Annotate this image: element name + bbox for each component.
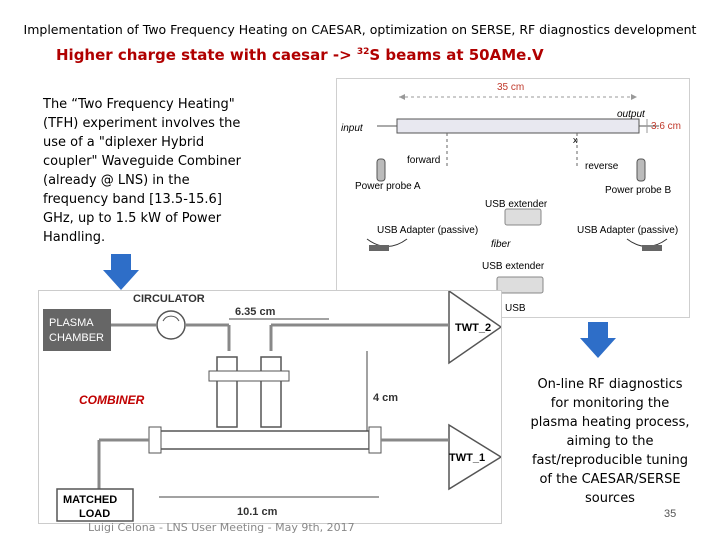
svg-text:10.1 cm: 10.1 cm (237, 506, 278, 518)
svg-text:USB: USB (505, 303, 526, 314)
page-number: 35 (664, 508, 677, 520)
svg-text:x: x (573, 135, 578, 145)
svg-text:4 cm: 4 cm (373, 392, 399, 404)
power-probe-b (637, 159, 645, 181)
svg-text:CHAMBER: CHAMBER (49, 332, 105, 344)
svg-text:TWT_1: TWT_1 (449, 452, 486, 464)
svg-text:LOAD: LOAD (79, 508, 111, 520)
svg-text:Power probe A: Power probe A (355, 181, 421, 192)
usb-extender-1 (505, 209, 541, 225)
rf-diagnostics-description: On-line RF diagnostics for monitoring the plasma heating process, aiming to the fast/reproducible tuning of the CAESAR/SERSE sources (530, 377, 690, 506)
footer-text: Luigi Celona - LNS User Meeting - May 9th, 2017 (88, 521, 355, 534)
combiner-body (159, 431, 369, 449)
combiner-diagram (38, 290, 502, 524)
svg-text:TWT_2: TWT_2 (455, 322, 492, 334)
svg-text:fiber: fiber (491, 239, 511, 250)
svg-text:USB extender: USB extender (482, 261, 545, 272)
svg-text:output: output (617, 109, 645, 120)
svg-text:6.35 cm: 6.35 cm (235, 306, 276, 318)
rf-diagnostics-schematic (336, 78, 690, 318)
plasma-chamber-box (43, 309, 111, 351)
svg-text:USB Adapter (passive): USB Adapter (passive) (577, 225, 679, 236)
svg-text:USB Adapter (passive): USB Adapter (passive) (377, 225, 479, 236)
down-arrow-left-icon (103, 254, 139, 290)
dim-35cm: 35 cm (497, 82, 525, 93)
svg-text:USB extender: USB extender (485, 199, 548, 210)
tfh-description: The “Two Frequency Heating" (TFH) experiment involves the use of a "diplexer Hybrid coupler" Waveguide Combiner (already @ LNS) in the frequency band [13.5-15.6] GHz, up to 1.5 kW of Power Handling. (43, 97, 241, 245)
svg-text:PLASMA: PLASMA (49, 317, 94, 329)
power-probe-a (377, 159, 385, 181)
svg-text:MATCHED: MATCHED (63, 494, 118, 506)
svg-text:Power probe B: Power probe B (605, 185, 672, 196)
svg-text:CIRCULATOR: CIRCULATOR (133, 293, 205, 305)
svg-text:forward: forward (407, 155, 441, 166)
svg-text:reverse: reverse (585, 161, 619, 172)
combiner-label: COMBINER (79, 393, 145, 407)
slide-subtitle: Higher charge state with caesar -> $^{32}$S beams at 50AMe.V (56, 46, 544, 64)
svg-text:3.6 cm: 3.6 cm (651, 121, 682, 132)
waveguide (397, 119, 639, 133)
slide-title: Implementation of Two Frequency Heating on CAESAR, optimization on SERSE, RF diagnostics development (23, 22, 697, 37)
circulator-symbol (157, 311, 185, 339)
down-arrow-right-icon (580, 322, 616, 358)
svg-text:input: input (341, 123, 363, 134)
usb-extender-2 (497, 277, 543, 293)
